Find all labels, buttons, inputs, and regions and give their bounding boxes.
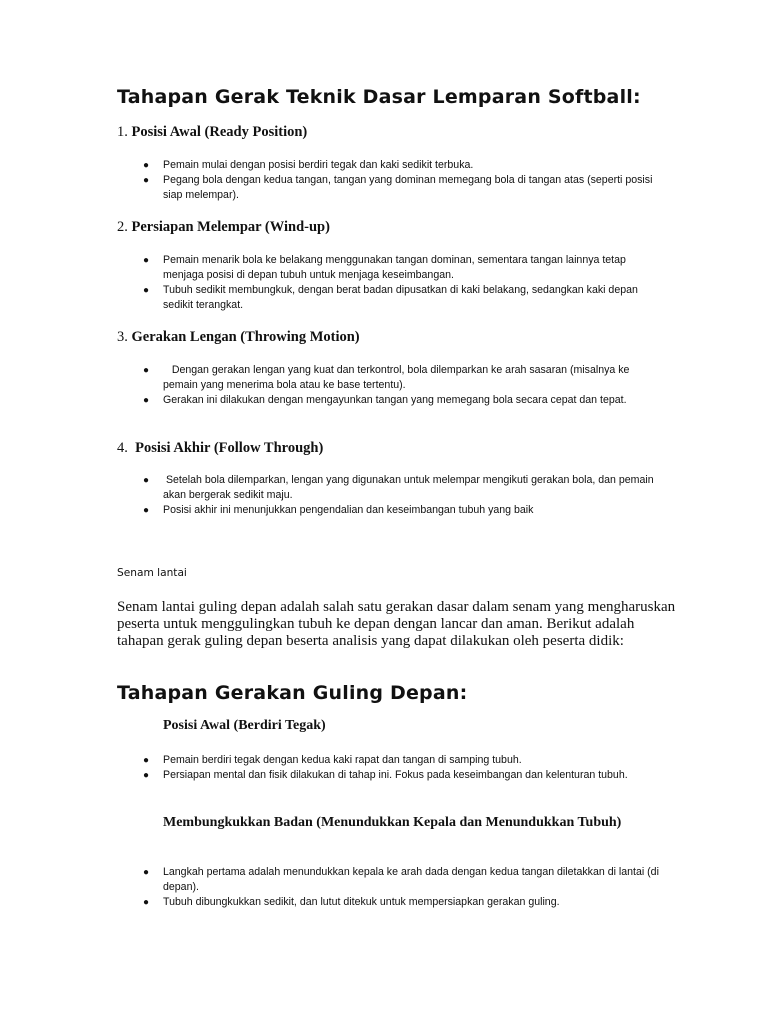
bullet-list: [143, 158, 663, 203]
bullet-list: [143, 253, 663, 313]
bullet-icon: ●: [143, 755, 150, 766]
senam-intro: Senam lantai guling depan adalah salah satu gerakan dasar dalam senam yang mengharuskan peserta untuk menggulingkan tubuh ke depan dengan lancar dan aman. Berikut adalah tahapan gerak guling depan beserta analisis yang dapat dilakukan oleh peserta didik:: [117, 599, 676, 649]
bullet-icon: ●: [143, 395, 150, 406]
list-item: ● Tubuh sedikit membungkuk, dengan berat badan dipusatkan di kaki belakang, sedangkan kaki depan sedikit terangkat.: [143, 284, 638, 311]
section-heading: [117, 219, 330, 236]
softball-title: Tahapan Gerak Teknik Dasar Lemparan Softball:: [117, 86, 641, 108]
bullet-icon: ●: [143, 897, 150, 908]
bullet-list: [143, 363, 663, 408]
section-title: Gerakan Lengan (Throwing Motion): [131, 329, 360, 345]
section-number: 3.: [117, 329, 128, 345]
section-title: Posisi Awal (Ready Position): [131, 124, 308, 140]
section-number: 4.: [117, 440, 128, 456]
bullet-icon: ●: [143, 770, 150, 781]
list-item: ● Pemain berdiri tegak dengan kedua kaki rapat dan tangan di samping tubuh.: [143, 754, 522, 766]
list-item: ● Posisi akhir ini menunjukkan pengendalian dan keseimbangan tubuh yang baik: [143, 504, 534, 516]
section-number: 2.: [117, 219, 128, 235]
list-item: ● Tubuh dibungkukkan sedikit, dan lutut ditekuk untuk mempersiapkan gerakan guling.: [143, 896, 560, 908]
bullet-icon: ●: [143, 867, 150, 878]
bullet-icon: ●: [143, 175, 150, 186]
bullet-icon: ●: [143, 365, 150, 376]
senam-title: Tahapan Gerakan Guling Depan:: [117, 682, 468, 704]
bullet-icon: ●: [143, 475, 150, 486]
step-heading: Membungkukkan Badan (Menundukkan Kepala dan Menundukkan Tubuh): [163, 815, 622, 830]
bullet-list: [143, 753, 663, 783]
list-item: ● Setelah bola dilemparkan, lengan yang digunakan untuk melempar mengikuti gerakan bola, dan pemain akan bergerak sedikit maju.: [143, 474, 657, 501]
section-heading: [117, 329, 360, 346]
bullet-icon: ●: [143, 285, 150, 296]
list-item: ● Persiapan mental dan fisik dilakukan di tahap ini. Fokus pada keseimbangan dan kelenturan tubuh.: [143, 769, 628, 781]
list-item: ● Pemain menarik bola ke belakang menggunakan tangan dominan, sementara tangan lainnya tetap menjaga posisi di depan tubuh untuk menjaga keseimbangan.: [143, 254, 626, 281]
senam-label: Senam lantai: [117, 567, 187, 579]
bullet-icon: ●: [143, 505, 150, 516]
list-item: ● Gerakan ini dilakukan dengan mengayunkan tangan yang memegang bola secara cepat dan tepat.: [143, 394, 627, 406]
list-item: ● Langkah pertama adalah menundukkan kepala ke arah dada dengan kedua tangan diletakkan di lantai (di depan).: [143, 866, 659, 893]
section-number: 1.: [117, 124, 128, 140]
list-item: ● Pemain mulai dengan posisi berdiri tegak dan kaki sedikit terbuka.: [143, 159, 474, 171]
section-heading: [117, 440, 323, 457]
bullet-list: [143, 473, 663, 518]
section-title: Persiapan Melempar (Wind-up): [131, 219, 330, 235]
list-item: ● Pegang bola dengan kedua tangan, tangan yang dominan memegang bola di tangan atas (seperti posisi siap melempar).: [143, 174, 653, 201]
section-title: Posisi Akhir (Follow Through): [131, 440, 324, 456]
bullet-icon: ●: [143, 160, 150, 171]
bullet-list: [143, 865, 663, 910]
list-item: ● Dengan gerakan lengan yang kuat dan terkontrol, bola dilemparkan ke arah sasaran (misalnya ke pemain yang menerima bola atau ke base tertentu).: [143, 364, 633, 391]
section-heading: [117, 124, 307, 141]
bullet-icon: ●: [143, 255, 150, 266]
step-heading: Posisi Awal (Berdiri Tegak): [163, 718, 326, 733]
